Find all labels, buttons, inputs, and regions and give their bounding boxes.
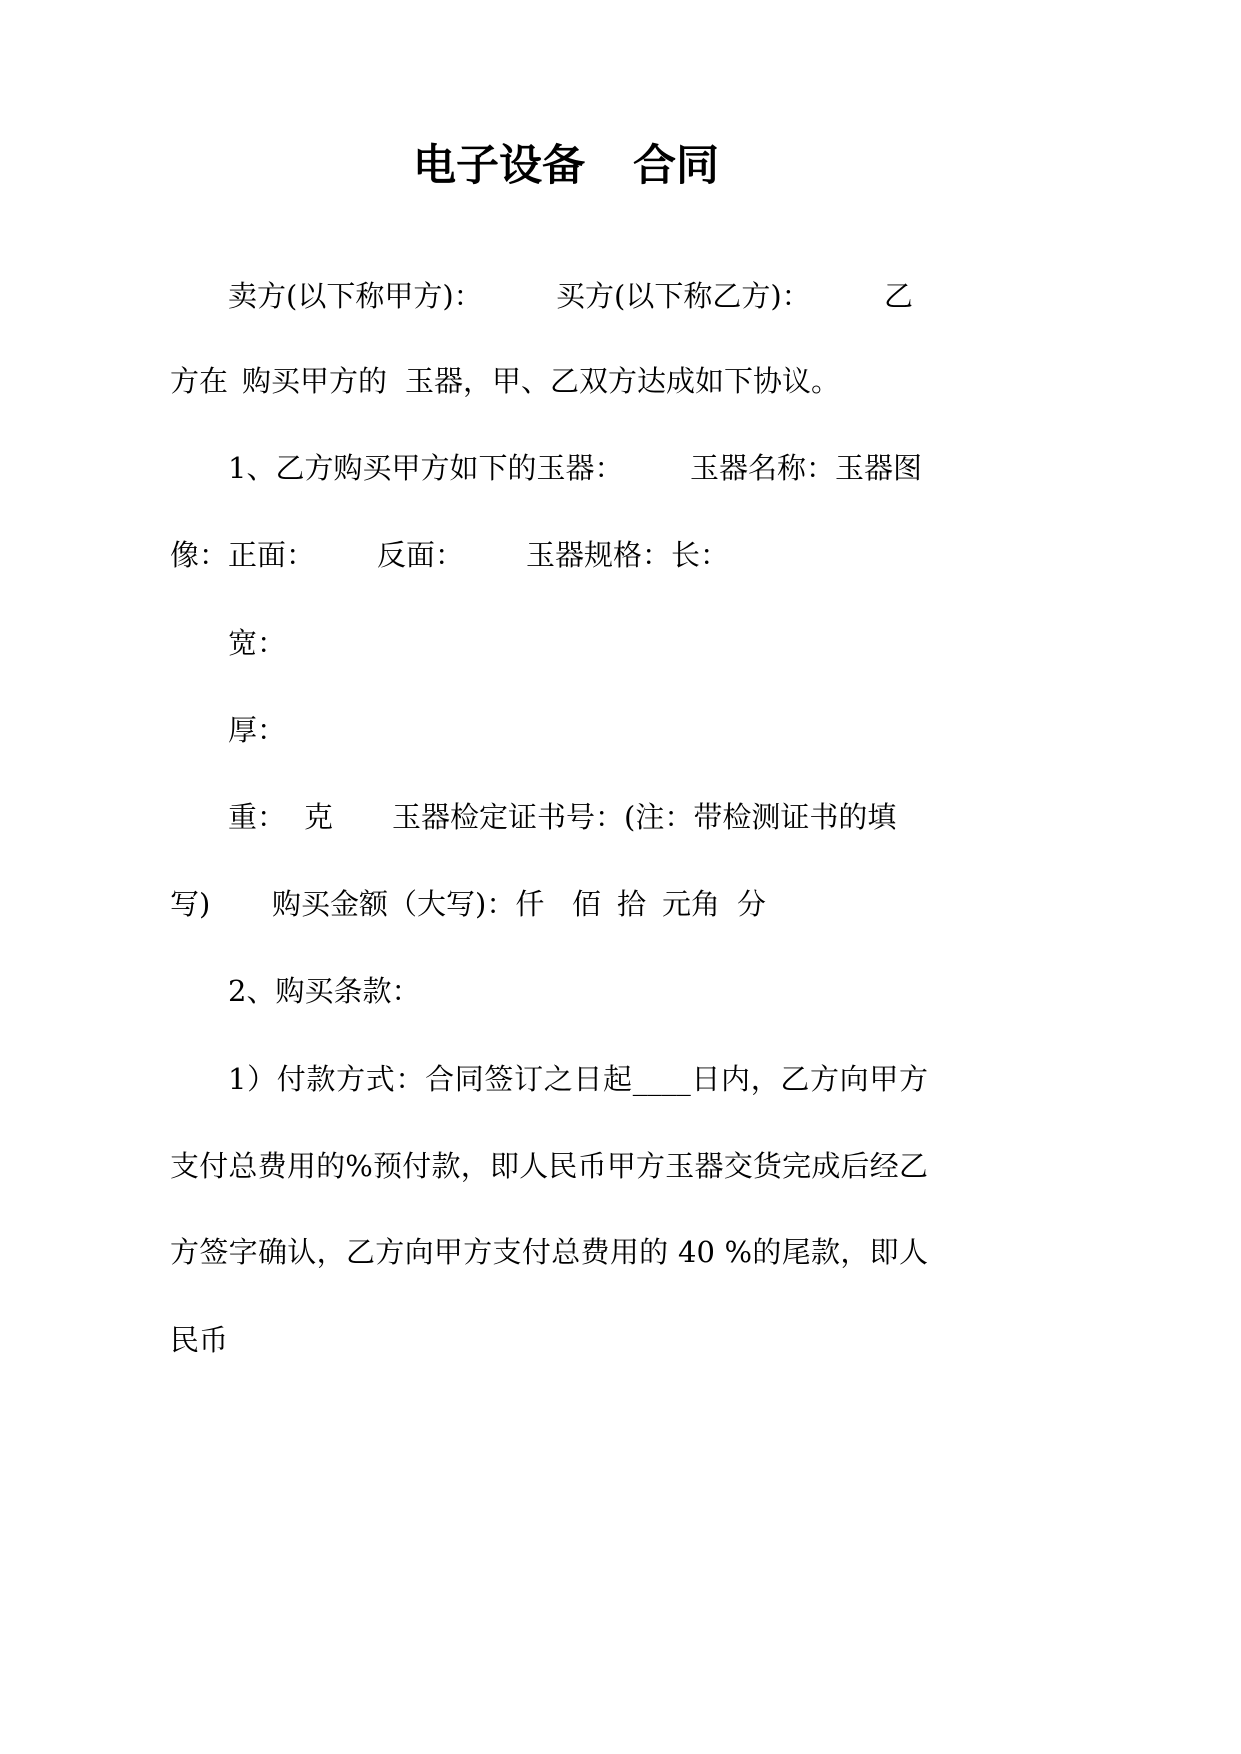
payment-terms-line: 1）付款方式：合同签订之日起____日内，乙方向甲方 <box>228 1062 928 1096</box>
text-segment: 写) <box>170 887 211 921</box>
text-segment: 玉器，甲、乙双方达成如下协议。 <box>405 364 841 398</box>
front-image-label: 像：正面： <box>170 538 316 572</box>
weight-label: 重： <box>228 800 287 834</box>
document-title-suffix: 合同 <box>633 141 719 191</box>
payment-terms-line: 支付总费用的%预付款，即人民币甲方玉器交货完成后经乙 <box>170 1149 928 1183</box>
document-title-main: 电子设备 <box>413 141 585 191</box>
amount-unit: 拾 <box>617 887 647 921</box>
purchase-amount-label: 购买金额（大写)：仟 <box>272 887 545 921</box>
payment-terms-line: 民币 <box>170 1323 229 1357</box>
back-image-label: 反面： <box>377 538 465 572</box>
seller-label: 卖方(以下称甲方)： <box>228 279 483 313</box>
amount-unit: 佰 <box>572 887 602 921</box>
text-segment: 乙 <box>884 279 914 313</box>
amount-unit: 元角 <box>662 887 721 921</box>
jade-name-label: 玉器名称：玉器图 <box>690 451 923 485</box>
text-segment: 购买甲方的 <box>242 364 388 398</box>
clause-1-heading: 1、乙方购买甲方如下的玉器： <box>228 451 624 485</box>
clause-2-heading: 2、购买条款： <box>228 974 421 1008</box>
payment-terms-line: 方签字确认，乙方向甲方支付总费用的 40 %的尾款，即人 <box>170 1235 928 1269</box>
weight-unit: 克 <box>304 800 334 834</box>
spec-length-label: 玉器规格：长： <box>526 538 730 572</box>
spec-width-label: 宽： <box>228 626 287 660</box>
amount-unit: 分 <box>737 887 767 921</box>
buyer-label: 买方(以下称乙方)： <box>556 279 811 313</box>
spec-thickness-label: 厚： <box>228 713 287 747</box>
text-segment: 方在 <box>170 364 229 398</box>
certificate-number-label: 玉器检定证书号：(注：带检测证书的填 <box>392 800 897 834</box>
